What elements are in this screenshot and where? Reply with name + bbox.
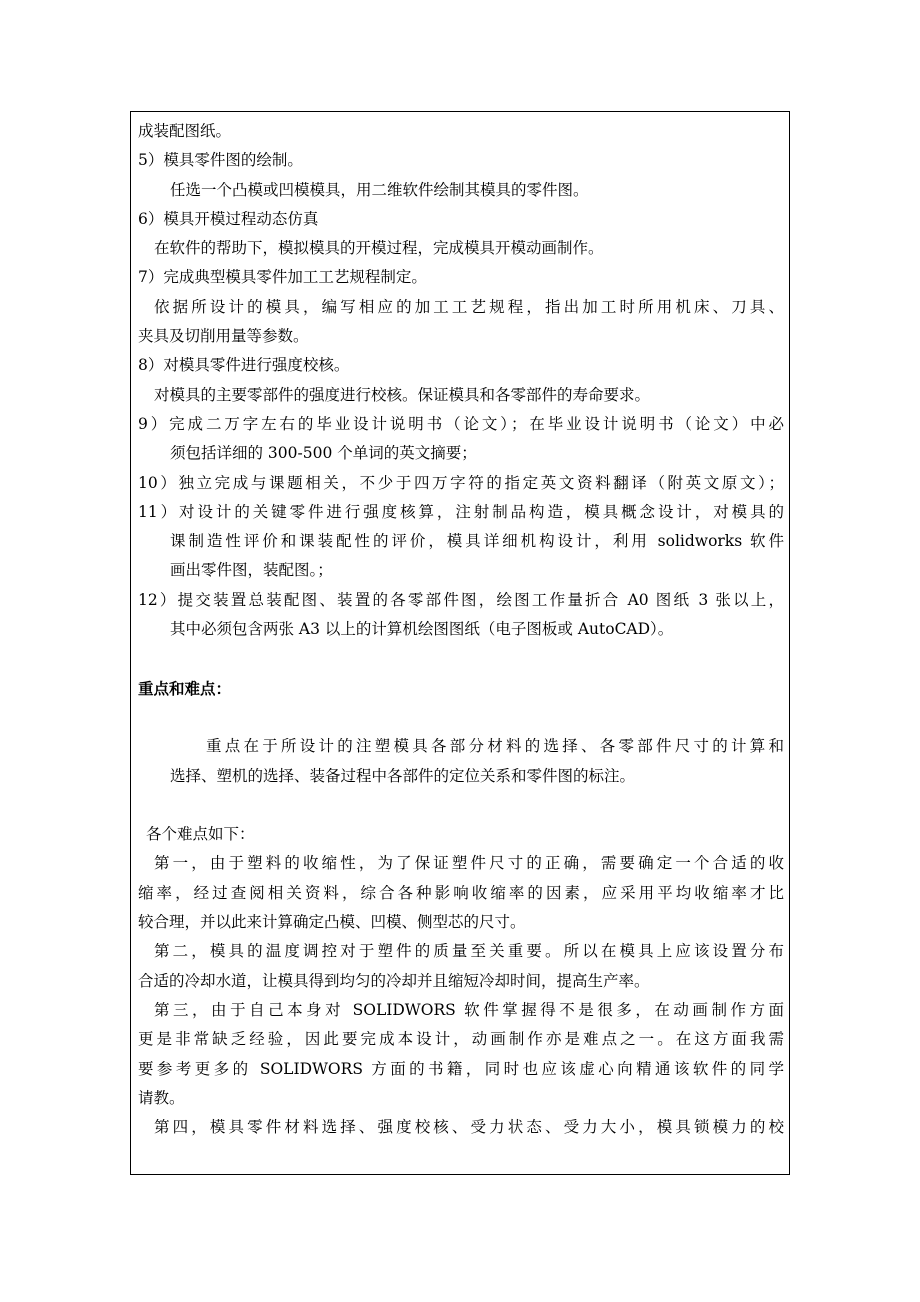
text-line: 各个难点如下：	[146, 825, 255, 844]
list-item: 9）完成二万字左右的毕业设计说明书（论文）；在毕业设计说明书（论文）中必	[138, 414, 784, 433]
text-line: 第四，模具零件材料选择、强度校核、受力状态、受力大小，模具锁模力的校	[154, 1118, 784, 1137]
text-line: 更是非常缺乏经验，因此要完成本设计，动画制作亦是难点之一。在这方面我需	[138, 1030, 784, 1049]
text-line: 夹具及切削用量等参数。	[138, 327, 309, 346]
text-line: 要参考更多的 SOLIDWORS 方面的书籍，同时也应该虚心向精通该软件的同学	[138, 1059, 784, 1078]
text-line: 任选一个凸模或凹模模具，用二维软件绘制其模具的零件图。	[170, 180, 589, 199]
text-line: 缩率，经过查阅相关资料，综合各种影响收缩率的因素，应采用平均收缩率才比	[138, 883, 784, 902]
text-line: 选择、塑机的选择、装备过程中各部件的定位关系和零件图的标注。	[170, 766, 636, 785]
text-line: 对模具的主要零部件的强度进行校核。保证模具和各零部件的寿命要求。	[154, 385, 651, 404]
text-line: 第一，由于塑料的收缩性，为了保证塑件尺寸的正确，需要确定一个合适的收	[154, 854, 784, 873]
text-line: 依据所设计的模具，编写相应的加工工艺规程，指出加工时所用机床、刀具、	[154, 297, 784, 316]
text-line: 第三，由于自己本身对 SOLIDWORS 软件掌握得不是很多，在动画制作方面	[154, 1000, 784, 1019]
text-line: 合适的冷却水道，让模具得到均匀的冷却并且缩短冷却时间，提高生产率。	[138, 971, 650, 990]
list-item: 10）独立完成与课题相关，不少于四万字符的指定英文资料翻译（附英文原文）；	[138, 473, 784, 492]
list-item-heading: 8）对模具零件进行强度校核。	[138, 356, 350, 375]
text-line: 较合理，并以此来计算确定凸模、凹模、侧型芯的尺寸。	[138, 913, 526, 932]
document-frame	[130, 111, 790, 1175]
text-line: 第二，模具的温度调控对于塑件的质量至关重要。所以在模具上应该设置分布	[154, 942, 784, 961]
list-item: 12）提交装置总装配图、装置的各零部件图，绘图工作量折合 A0 图纸 3 张以上，	[138, 590, 784, 609]
list-item-heading: 7）完成典型模具零件加工工艺规程制定。	[138, 268, 427, 287]
text-line: 请教。	[138, 1088, 185, 1107]
spacer	[138, 644, 784, 673]
text-line: 画出零件图，装配图。；	[170, 561, 333, 580]
list-item: 11）对设计的关键零件进行强度核算，注射制品构造，模具概念设计，对模具的	[138, 502, 784, 521]
section-heading: 重点和难点：	[138, 678, 232, 698]
spacer	[138, 703, 784, 732]
text-line: 其中必须包含两张 A3 以上的计算机绘图图纸（电子图板或 AutoCAD）。	[170, 620, 674, 639]
text-line: 重点在于所设计的注塑模具各部分材料的选择、各零部件尺寸的计算和	[206, 737, 784, 756]
list-item-heading: 5）模具零件图的绘制。	[138, 151, 303, 170]
text-line: 课制造性评价和课装配性的评价，模具详细机构设计，利用 solidworks 软件	[170, 532, 784, 551]
spacer	[138, 791, 784, 820]
text-line: 成装配图纸。	[138, 122, 232, 140]
text-line: 须包括详细的 300-500 个单词的英文摘要；	[170, 444, 477, 463]
document-body	[138, 117, 784, 1142]
list-item-heading: 6）模具开模过程动态仿真	[138, 209, 319, 228]
text-line: 在软件的帮助下，模拟模具的开模过程，完成模具开模动画制作。	[154, 239, 604, 258]
